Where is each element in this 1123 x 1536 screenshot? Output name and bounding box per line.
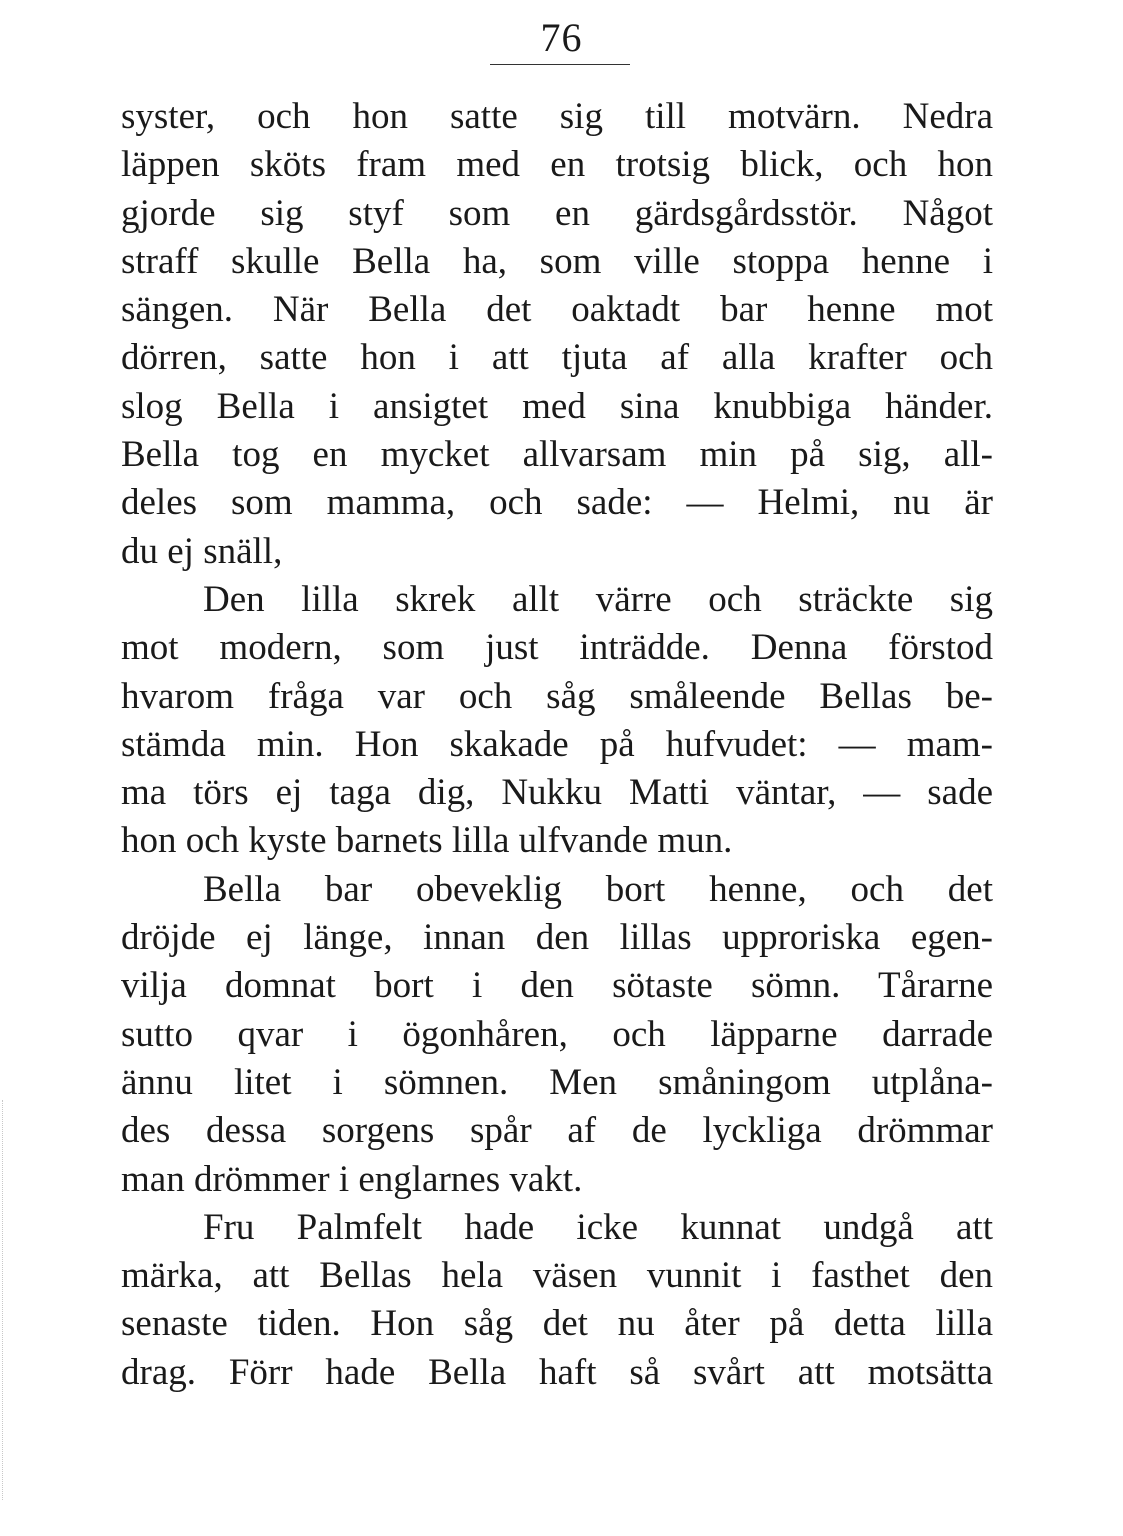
text-line: sutto qvar i ögonhåren, och läpparne darrade (121, 1013, 993, 1055)
text-line: des dessa sorgens spår af de lyckliga drömmar (121, 1110, 993, 1152)
text-line: sängen. När Bella det oaktadt bar henne mot (121, 289, 993, 331)
margin-scan-artifact (2, 1100, 3, 1500)
text-line: stämda min. Hon skakade på hufvudet: — mam- (121, 723, 993, 765)
text-line-indented: Den lilla skrek allt värre och sträckte sig (203, 578, 993, 620)
text-line: dörren, satte hon i att tjuta af alla krafter och (121, 337, 993, 379)
text-line-indented: Fru Palmfelt hade icke kunnat undgå att (203, 1206, 993, 1248)
text-line: syster, och hon satte sig till motvärn. Nedra (121, 96, 993, 137)
text-line-indented: Bella bar obeveklig bort henne, och det (203, 868, 993, 910)
text-line: hvarom fråga var och såg småleende Bellas be- (121, 675, 993, 717)
page-number: 76 (540, 15, 583, 60)
text-line: ännu litet i sömnen. Men småningom utplåna- (121, 1061, 993, 1103)
text-line: vilja domnat bort i den sötaste sömn. Tårarne (121, 965, 993, 1007)
text-line: slog Bella i ansigtet med sina knubbiga händer. (121, 385, 993, 427)
text-line: straff skulle Bella ha, som ville stoppa henne i (121, 240, 993, 282)
text-line: du ej snäll, (121, 530, 283, 572)
text-line: Bella tog en mycket allvarsam min på sig, all- (121, 434, 993, 476)
header-rule (490, 64, 630, 65)
text-line: deles som mamma, och sade: — Helmi, nu är (121, 482, 993, 524)
text-line: märka, att Bellas hela väsen vunnit i fasthet den (121, 1255, 993, 1297)
text-line: hon och kyste barnets lilla ulfvande mun. (121, 820, 733, 862)
text-line: gjorde sig styf som en gärdsgårdsstör. Något (121, 192, 993, 234)
body-text (121, 93, 993, 1397)
text-line: ma törs ej taga dig, Nukku Matti väntar, — sade (121, 772, 993, 814)
text-line: mot modern, som just inträdde. Denna förstod (121, 627, 993, 669)
text-line: man drömmer i englarnes vakt. (121, 1158, 583, 1200)
text-line: senaste tiden. Hon såg det nu åter på detta lilla (121, 1303, 993, 1345)
text-line: drag. Förr hade Bella haft så svårt att motsätta (121, 1351, 993, 1393)
text-line: dröjde ej länge, innan den lillas upproriska egen- (121, 917, 993, 959)
text-line: läppen sköts fram med en trotsig blick, och hon (121, 144, 993, 186)
